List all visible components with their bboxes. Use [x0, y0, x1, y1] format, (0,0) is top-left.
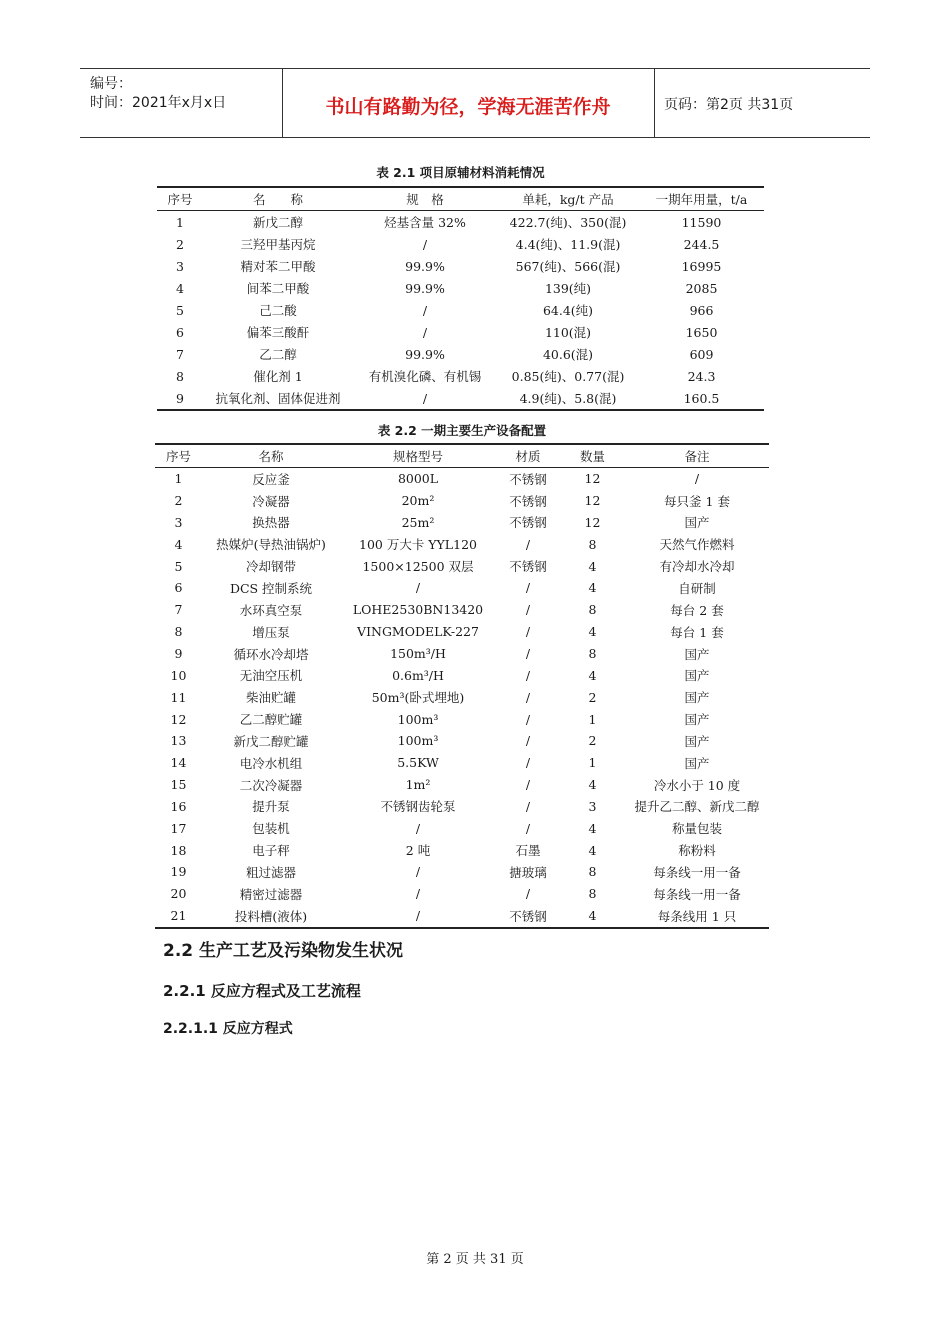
table-cell: 每台 1 套 — [670, 624, 724, 640]
table-row — [155, 686, 769, 708]
table-cell: 精对苯二甲酸 — [240, 259, 316, 274]
table-cell: 966 — [689, 302, 714, 318]
table-cell: / — [422, 324, 428, 340]
table-cell: / — [415, 580, 421, 596]
table-cell: 3 — [588, 798, 597, 814]
table-cell: 有机溴化磷、有机锡 — [368, 369, 482, 384]
table-cell: 4.9(纯)、5.8(混) — [519, 391, 617, 406]
table-cell: / — [525, 602, 531, 618]
table-cell: 国产 — [684, 733, 710, 749]
table-header-row — [157, 187, 764, 211]
header-info-cell — [80, 69, 283, 137]
table-cell: 1500×12500 双层 — [362, 559, 474, 575]
table-cell: 二次冷凝器 — [239, 777, 303, 793]
table-cell: 1 — [588, 711, 597, 727]
table-cell: 搪玻璃 — [509, 864, 547, 880]
table-cell: / — [525, 536, 531, 552]
table-cell: 4.4(纯)、11.9(混) — [515, 237, 621, 252]
table-cell: 4 — [588, 667, 597, 683]
table-cell: / — [525, 646, 531, 662]
table-cell: 13 — [170, 733, 187, 749]
header-motto-cell — [282, 69, 655, 137]
page-footer: 第 2 页 共 31 页 — [426, 1252, 524, 1267]
subsection-heading: 2.2.1 反应方程式及工艺流程 — [163, 982, 361, 1000]
table-cell: 每只釜 1 套 — [664, 493, 730, 509]
table-cell: / — [525, 667, 531, 683]
materials-table — [157, 186, 764, 411]
table-cell: 冷凝器 — [252, 493, 290, 509]
table-cell: 1m² — [405, 777, 431, 793]
table-row — [157, 321, 764, 343]
col-header: 规格型号 — [392, 448, 443, 464]
table-cell: 冷水小于 10 度 — [653, 777, 741, 793]
table-cell: 139(纯) — [544, 281, 592, 296]
table-cell: 电冷水机组 — [239, 755, 303, 771]
table-row — [157, 387, 764, 410]
table-cell: 间苯二甲酸 — [246, 281, 310, 296]
table-cell: 8 — [174, 624, 183, 640]
table-cell: 国产 — [684, 690, 710, 706]
table-cell: 1 — [176, 214, 184, 230]
table-row — [155, 708, 769, 730]
table-cell: 25m² — [401, 514, 435, 530]
table-cell: 100m³ — [397, 733, 439, 749]
table-cell: 5 — [174, 558, 183, 574]
table-cell: 水环真空泵 — [239, 602, 303, 618]
table-cell: 天然气作燃料 — [659, 537, 735, 553]
table-cell: 提升泵 — [252, 799, 290, 815]
table-cell: 8000L — [397, 471, 439, 487]
table-cell: / — [415, 886, 421, 902]
table-row — [155, 861, 769, 883]
table-cell: / — [415, 864, 421, 880]
table-cell: 己二酸 — [259, 303, 297, 318]
table-cell: 不锈钢 — [509, 493, 547, 509]
col-header: 规 格 — [406, 192, 444, 207]
table-cell: 新戊二醇 — [252, 215, 303, 230]
table-cell: 有冷却水冷却 — [659, 559, 735, 575]
table-cell: / — [525, 820, 531, 836]
equipment-table — [155, 443, 769, 929]
table-cell: 0.85(纯)、0.77(混) — [511, 369, 625, 384]
col-header: 序号 — [167, 192, 193, 207]
table-row — [155, 621, 769, 643]
table-cell: 99.9% — [405, 280, 445, 296]
motto-text: 书山有路勤为径，学海无涯苦作舟 — [325, 96, 611, 118]
table-cell: 国产 — [684, 712, 710, 728]
table-cell: / — [415, 908, 421, 924]
col-header: 数量 — [579, 448, 605, 464]
table-cell: 244.5 — [683, 236, 720, 252]
table-cell: 100 万大卡 YYL120 — [359, 537, 477, 553]
table-cell: 国产 — [684, 668, 710, 684]
table-cell: / — [415, 820, 421, 836]
table-cell: 提升乙二醇、新戊二醇 — [634, 799, 760, 815]
table-cell: 18 — [170, 842, 187, 858]
table-row — [157, 233, 764, 255]
table-cell: 6 — [176, 324, 184, 340]
table-cell: 热媒炉(导热油锅炉) — [216, 537, 326, 553]
table-cell: 不锈钢 — [509, 908, 547, 924]
table-cell: 10 — [170, 667, 187, 683]
table-cell: 6 — [174, 580, 183, 596]
table-cell: 609 — [689, 346, 714, 362]
table-cell: 110(混) — [544, 325, 592, 340]
table-row — [157, 343, 764, 365]
table-cell: 石墨 — [515, 843, 541, 859]
table-cell: 4 — [588, 820, 597, 836]
table-cell: 150m³/H — [390, 646, 446, 662]
table-row — [155, 643, 769, 665]
table-cell: 乙二醇 — [259, 347, 297, 362]
table-cell: 4 — [588, 580, 597, 596]
table-row — [155, 796, 769, 818]
table-cell: 国产 — [684, 755, 710, 771]
table-cell: 每条线用 1 只 — [657, 908, 737, 924]
table-cell: / — [525, 755, 531, 771]
table-cell: 16995 — [681, 258, 722, 274]
table-cell: LOHE2530BN13420 — [352, 602, 484, 618]
table-cell: 2 — [588, 689, 597, 705]
table-cell: 冷却钢带 — [245, 559, 296, 575]
table-cell: 4 — [588, 908, 597, 924]
table-cell: 烃基含量 32% — [384, 215, 466, 230]
table-cell: 反应釜 — [252, 471, 290, 487]
table-row — [155, 533, 769, 555]
table-cell: 100m³ — [397, 711, 439, 727]
table-cell: 11590 — [681, 214, 722, 230]
table-row — [155, 664, 769, 686]
table-cell: 称粉料 — [678, 843, 716, 859]
table-cell: / — [525, 886, 531, 902]
table-cell: 2 — [176, 236, 184, 252]
section-heading: 2.2 生产工艺及污染物发生状况 — [163, 941, 404, 961]
table-row — [155, 730, 769, 752]
table-cell: 5 — [176, 302, 184, 318]
col-header: 序号 — [165, 448, 191, 464]
table-cell: 增压泵 — [252, 624, 290, 640]
table-cell: 包装机 — [252, 821, 290, 837]
table-cell: 422.7(纯)、350(混) — [509, 215, 627, 230]
table-cell: 64.4(纯) — [542, 303, 594, 318]
table-cell: 三羟甲基丙烷 — [240, 237, 316, 252]
table-cell: 精密过滤器 — [239, 886, 303, 902]
col-header: 材质 — [515, 448, 541, 464]
table-row — [157, 211, 764, 234]
table-cell: 8 — [588, 646, 597, 662]
table-cell: 不锈钢 — [509, 515, 547, 531]
table-cell: / — [525, 733, 531, 749]
table-cell: 20 — [170, 886, 187, 902]
table-cell: 12 — [170, 711, 187, 727]
table-cell: 1 — [174, 471, 183, 487]
table-cell: DCS 控制系统 — [229, 580, 313, 596]
table-row — [157, 277, 764, 299]
table-cell: 160.5 — [683, 390, 720, 406]
table-cell: 4 — [174, 536, 183, 552]
table-cell: 自研制 — [678, 580, 716, 596]
table-cell: / — [422, 236, 428, 252]
table-cell: 8 — [588, 864, 597, 880]
table-cell: 1650 — [685, 324, 718, 340]
table-cell: 称量包装 — [671, 821, 722, 837]
table-row — [155, 883, 769, 905]
table-cell: 2 — [174, 493, 183, 509]
table-cell: 循环水冷却塔 — [233, 646, 309, 662]
table-cell: 9 — [176, 390, 184, 406]
table-cell: 4 — [588, 624, 597, 640]
table-row — [155, 839, 769, 861]
page-label: 页码：第2页 共31页 — [664, 97, 794, 113]
table-cell: / — [422, 302, 428, 318]
table-cell: 8 — [588, 886, 597, 902]
table-cell: 每条线一用一备 — [653, 886, 741, 902]
table-row — [155, 599, 769, 621]
table-row — [155, 774, 769, 796]
table-cell: 16 — [170, 798, 187, 814]
table-row — [155, 467, 769, 489]
table-cell: 粗过滤器 — [245, 864, 296, 880]
table-cell: 4 — [588, 842, 597, 858]
table-cell: 乙二醇贮罐 — [239, 712, 303, 728]
table-cell: 投料槽(液体) — [234, 908, 308, 924]
table-row — [155, 512, 769, 534]
table-cell: 每台 2 套 — [670, 602, 724, 618]
table-cell: 24.3 — [687, 368, 716, 384]
table-cell: 4 — [588, 777, 597, 793]
table-cell: 4 — [588, 558, 597, 574]
table-cell: / — [525, 777, 531, 793]
table-cell: 国产 — [684, 646, 710, 662]
table-cell: 新戊二醇贮罐 — [233, 733, 309, 749]
table-cell: 8 — [588, 602, 597, 618]
table-cell: 不锈钢齿轮泵 — [380, 799, 456, 815]
table-cell: 3 — [174, 514, 183, 530]
table-row — [157, 365, 764, 387]
col-header: 备注 — [684, 448, 710, 464]
table-row — [155, 817, 769, 839]
table-cell: 2 — [588, 733, 597, 749]
table1-caption: 表 2.1 项目原辅材料消耗情况 — [376, 165, 545, 180]
col-header: 名称 — [258, 448, 284, 464]
table-row — [155, 577, 769, 599]
table-cell: 11 — [170, 689, 187, 705]
table-cell: 不锈钢 — [509, 559, 547, 575]
table-cell: 12 — [584, 514, 601, 530]
table-cell: / — [525, 798, 531, 814]
table-cell: 7 — [174, 602, 183, 618]
table-cell: 抗氧化剂、固体促进剂 — [215, 391, 341, 406]
table-cell: 3 — [176, 258, 184, 274]
table-cell: 8 — [176, 368, 184, 384]
col-header: 名 称 — [252, 192, 303, 207]
table-cell: 1 — [588, 755, 597, 771]
table-cell: 4 — [176, 280, 184, 296]
table-cell: 无油空压机 — [239, 668, 303, 684]
table-cell: 国产 — [684, 515, 710, 531]
table-cell: / — [525, 624, 531, 640]
table-cell: 电子秤 — [252, 843, 290, 859]
table2-caption: 表 2.2 一期主要生产设备配置 — [377, 423, 547, 438]
table-cell: 15 — [170, 777, 187, 793]
table-cell: 2085 — [685, 280, 718, 296]
table-cell: 9 — [174, 646, 183, 662]
col-header: 单耗，kg/t 产品 — [522, 192, 614, 207]
table-cell: / — [694, 471, 700, 487]
header-page-cell — [654, 69, 870, 137]
table-row — [157, 299, 764, 321]
table-cell: 99.9% — [405, 258, 445, 274]
page-header — [80, 68, 870, 138]
table-cell: 567(纯)、566(混) — [515, 259, 621, 274]
col-header: 一期年用量，t/a — [655, 192, 748, 207]
table-cell: 每条线一用一备 — [653, 864, 741, 880]
table-cell: 换热器 — [252, 515, 290, 531]
table-cell: 50m³(卧式埋地) — [371, 690, 465, 706]
table-row — [155, 752, 769, 774]
table-cell: 40.6(混) — [542, 347, 594, 362]
table-cell: 14 — [170, 755, 187, 771]
table-row — [155, 555, 769, 577]
table-cell: / — [525, 580, 531, 596]
table-cell: 12 — [584, 493, 601, 509]
table-cell: 催化剂 1 — [253, 369, 303, 384]
table-cell: 0.6m³/H — [392, 667, 444, 683]
subsubsection-heading: 2.2.1.1 反应方程式 — [163, 1021, 293, 1037]
table-cell: 7 — [176, 346, 184, 362]
table-cell: 99.9% — [405, 346, 445, 362]
table-row — [155, 905, 769, 928]
table-cell: 偏苯三酸酐 — [246, 325, 310, 340]
table-cell: VINGMODELK-227 — [357, 624, 479, 640]
number-label: 编号： — [90, 76, 132, 92]
table-cell: 17 — [170, 820, 187, 836]
table-row — [157, 255, 764, 277]
table-cell: 21 — [170, 908, 187, 924]
time-label: 时间：2021年x月x日 — [90, 95, 227, 111]
table-cell: 8 — [588, 536, 597, 552]
table-cell: 19 — [170, 864, 187, 880]
table-row — [155, 490, 769, 512]
table-cell: / — [422, 390, 428, 406]
table-cell: 柴油贮罐 — [245, 690, 296, 706]
table-cell: 5.5KW — [397, 755, 439, 771]
table-cell: 12 — [584, 471, 601, 487]
table-cell: 不锈钢 — [509, 471, 547, 487]
table-cell: 20m² — [401, 493, 435, 509]
table-cell: / — [525, 711, 531, 727]
table-header-row — [155, 444, 769, 467]
table-cell: / — [525, 689, 531, 705]
table-cell: 2 吨 — [405, 843, 431, 859]
